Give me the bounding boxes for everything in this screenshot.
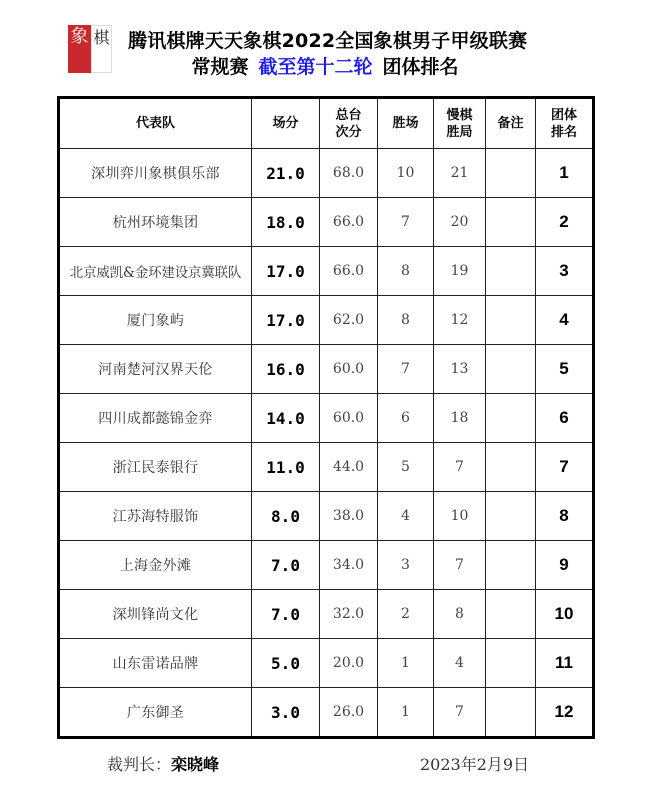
table-row: [59, 688, 594, 738]
match-points: 17.0: [252, 247, 320, 296]
note: [486, 443, 536, 492]
game-points: 26.0: [320, 688, 378, 738]
game-points: 60.0: [320, 345, 378, 394]
wins: 7: [378, 345, 434, 394]
rank: 8: [536, 492, 594, 541]
table-row: [59, 296, 594, 345]
wins: 7: [378, 198, 434, 247]
game-points: 68.0: [320, 149, 378, 198]
wins: 2: [378, 590, 434, 639]
match-points: 11.0: [252, 443, 320, 492]
game-points: 34.0: [320, 541, 378, 590]
wins: 5: [378, 443, 434, 492]
table-row: [59, 492, 594, 541]
col-header-team: 代表队: [59, 98, 252, 149]
wins: 4: [378, 492, 434, 541]
table-row: [59, 590, 594, 639]
note: [486, 688, 536, 738]
col-header-note: 备注: [486, 98, 536, 149]
wins: 1: [378, 688, 434, 738]
wins: 6: [378, 394, 434, 443]
match-points: 3.0: [252, 688, 320, 738]
note: [486, 247, 536, 296]
rank: 1: [536, 149, 594, 198]
note: [486, 541, 536, 590]
subtitle-round: 截至第十二轮: [258, 56, 373, 78]
slow-wins: 19: [434, 247, 486, 296]
rank: 4: [536, 296, 594, 345]
game-points: 66.0: [320, 247, 378, 296]
game-points: 32.0: [320, 590, 378, 639]
page-subtitle: [0, 52, 650, 79]
note: [486, 639, 536, 688]
rank: 5: [536, 345, 594, 394]
team-name: 杭州环境集团: [59, 198, 252, 247]
wins: 8: [378, 296, 434, 345]
rank: 2: [536, 198, 594, 247]
table-row: [59, 394, 594, 443]
note: [486, 492, 536, 541]
team-name: 深圳弈川象棋俱乐部: [59, 149, 252, 198]
col-header-slow-wins: 慢棋 胜局: [434, 98, 486, 149]
team-name: 山东雷诺品牌: [59, 639, 252, 688]
slow-wins: 13: [434, 345, 486, 394]
rank: 6: [536, 394, 594, 443]
slow-wins: 12: [434, 296, 486, 345]
col-header-game-points: 总台 次分: [320, 98, 378, 149]
match-points: 5.0: [252, 639, 320, 688]
table-row: [59, 639, 594, 688]
team-name: 深圳锋尚文化: [59, 590, 252, 639]
slow-wins: 7: [434, 541, 486, 590]
note: [486, 296, 536, 345]
subtitle-stage: 常规赛: [191, 56, 249, 78]
slow-wins: 4: [434, 639, 486, 688]
slow-wins: 21: [434, 149, 486, 198]
match-points: 16.0: [252, 345, 320, 394]
match-points: 7.0: [252, 590, 320, 639]
wins: 10: [378, 149, 434, 198]
table-row: [59, 198, 594, 247]
col-header-wins: 胜场: [378, 98, 434, 149]
rank: 11: [536, 639, 594, 688]
match-points: 8.0: [252, 492, 320, 541]
team-name: 浙江民泰银行: [59, 443, 252, 492]
logo-seal-left: 象: [68, 25, 91, 73]
rank: 3: [536, 247, 594, 296]
match-points: 14.0: [252, 394, 320, 443]
standings-table: [57, 96, 595, 739]
game-points: 20.0: [320, 639, 378, 688]
subtitle-type: 团体排名: [382, 56, 459, 78]
table-header-row: [59, 98, 594, 149]
slow-wins: 18: [434, 394, 486, 443]
table-row: [59, 149, 594, 198]
game-points: 38.0: [320, 492, 378, 541]
col-header-match-points: 场分: [252, 98, 320, 149]
team-name: 四川成都懿锦金弈: [59, 394, 252, 443]
game-points: 44.0: [320, 443, 378, 492]
team-name: 上海金外滩: [59, 541, 252, 590]
match-points: 21.0: [252, 149, 320, 198]
wins: 1: [378, 639, 434, 688]
slow-wins: 20: [434, 198, 486, 247]
page-title: 腾讯棋牌天天象棋2022全国象棋男子甲级联赛: [128, 30, 528, 52]
slow-wins: 7: [434, 443, 486, 492]
table-row: [59, 443, 594, 492]
team-name: 广东御圣: [59, 688, 252, 738]
team-name: 北京威凯&金环建设京冀联队: [59, 247, 252, 296]
table-row: [59, 541, 594, 590]
note: [486, 149, 536, 198]
slow-wins: 10: [434, 492, 486, 541]
note: [486, 198, 536, 247]
referee-label: 裁判长：: [107, 755, 172, 774]
logo-seal-right: 棋: [91, 25, 112, 73]
report-date: 2023年2月9日: [420, 755, 530, 774]
team-name: 厦门象屿: [59, 296, 252, 345]
match-points: 18.0: [252, 198, 320, 247]
note: [486, 394, 536, 443]
rank: 7: [536, 443, 594, 492]
game-points: 62.0: [320, 296, 378, 345]
referee-name: 栾晓峰: [171, 755, 220, 774]
game-points: 66.0: [320, 198, 378, 247]
slow-wins: 8: [434, 590, 486, 639]
wins: 8: [378, 247, 434, 296]
chief-referee: [107, 752, 219, 775]
match-points: 7.0: [252, 541, 320, 590]
rank: 9: [536, 541, 594, 590]
note: [486, 590, 536, 639]
note: [486, 345, 536, 394]
rank: 12: [536, 688, 594, 738]
team-name: 江苏海特服饰: [59, 492, 252, 541]
wins: 3: [378, 541, 434, 590]
match-points: 17.0: [252, 296, 320, 345]
table-row: [59, 345, 594, 394]
rank: 10: [536, 590, 594, 639]
table-row: [59, 247, 594, 296]
game-points: 60.0: [320, 394, 378, 443]
team-name: 河南楚河汉界天伦: [59, 345, 252, 394]
slow-wins: 7: [434, 688, 486, 738]
col-header-rank: 团体 排名: [536, 98, 594, 149]
